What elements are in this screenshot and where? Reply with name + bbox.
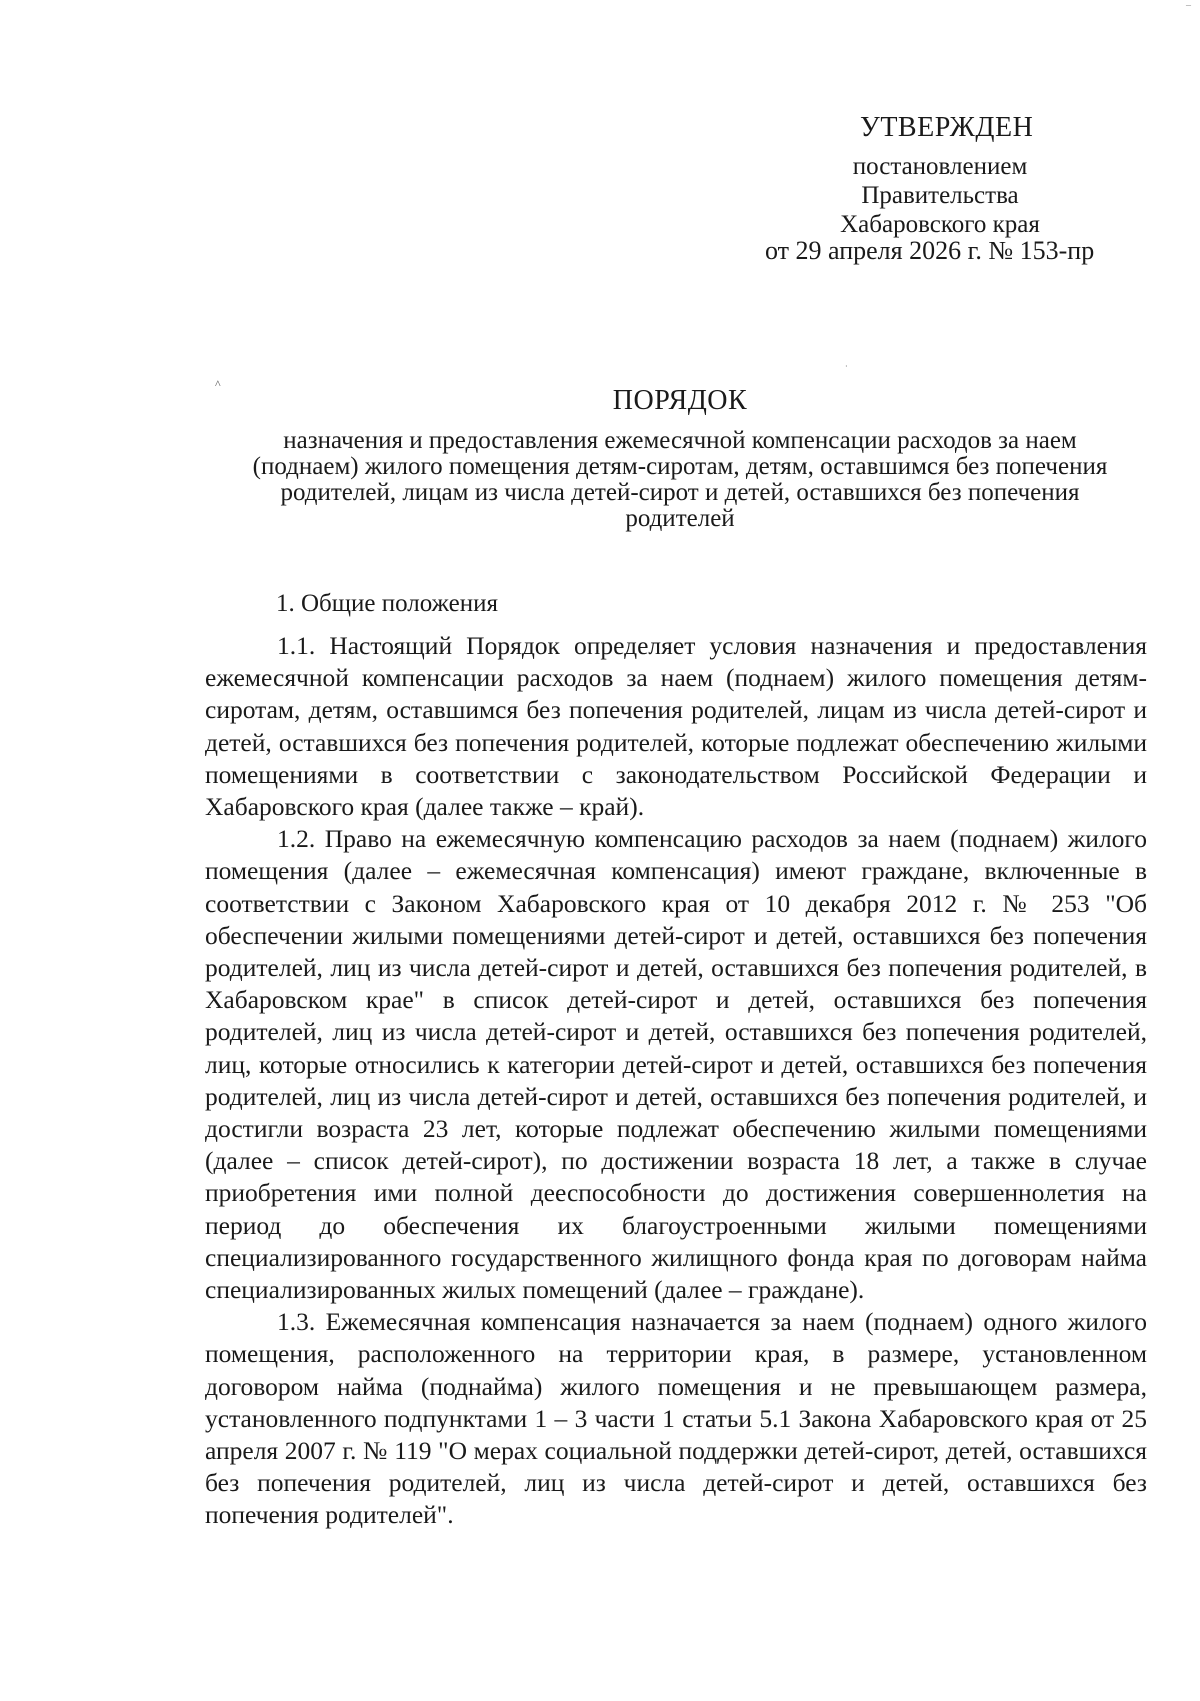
approval-line-2: Правительства — [861, 182, 1019, 209]
section-heading: 1. Общие положения — [276, 590, 498, 617]
approval-line-3: Хабаровского края — [840, 211, 1040, 238]
document-title: ПОРЯДОК — [612, 385, 748, 416]
paragraph-1-2: 1.2. Право на ежемесячную компенсацию расходов за наем (поднаем) жилого помещения (далее – ежемесячная компенсация) имеют граждане, включенные в соответствии с Законом Хабаровского края от 10 декабря 2012 г. № 253 "Об обеспечении жилыми помещениями детей-сирот и детей, оставшихся без попечения родителей, лиц из числа детей-сирот и детей, оставшихся без попечения родителей, в Хабаровском крае" в список детей-сирот и детей, оставшихся без попечения родителей, лиц из числа детей-сирот и детей, оставшихся без попечения родителей, лиц, которые относились к категории детей-сирот и детей, оставшихся без попечения родителей, лиц из числа детей-сирот и детей, оставшихся без попечения родителей, и достигли возраста 23 лет, которые подлежат обеспечению жилыми помещениями (далее – список детей-сирот), по достижении возраста 18 лет, а также в случае приобретения ими полной дееспособности до достижения совершеннолетия на период до обеспечения их благоустроенными жилыми помещениями специализированного государственного жилищного фонда края по договорам найма специализированных жилых помещений (далее – граждане). — [205, 824, 1147, 1305]
approval-title: УТВЕРЖДЕН — [860, 112, 1034, 143]
approval-line-1: постановлением — [852, 153, 1028, 180]
document-subtitle: назначения и предоставления ежемесячной компенсации расходов за наем (поднаем) жилого помещения детям-сиротам, детям, оставшимся без попечения родителей, лицам из числа детей-сирот и детей, оставшихся без попечения родителей — [252, 427, 1108, 532]
approval-block — [790, 152, 1090, 239]
scan-mark: ^ — [215, 377, 221, 391]
scan-mark: · — [845, 362, 848, 371]
paragraph-1-1: 1.1. Настоящий Порядок определяет условия назначения и предоставления ежемесячной компенсации расходов за наем (поднаем) жилого помещения детям-сиротам, детям, оставшимся без попечения родителей, лицам из числа детей-сирот и детей, оставшихся без попечения родителей, которые подлежат обеспечению жилыми помещениями в соответствии с законодательством Российской Федерации и Хабаровского края (далее также – край). — [205, 631, 1147, 822]
section-body — [205, 630, 1147, 1532]
paragraph-1-3: 1.3. Ежемесячная компенсация назначается за наем (поднаем) одного жилого помещения, расположенного на территории края, в размере, установленном договором найма (поднайма) жилого помещения и не превышающем размера, установленного подпунктами 1 – 3 части 1 статьи 5.1 Закона Хабаровского края от 25 апреля 2007 г. № 119 "О мерах социальной поддержки детей-сирот, детей, оставшихся без попечения родителей, лиц из числа детей-сирот и детей, оставшихся без попечения родителей". — [205, 1307, 1147, 1530]
approval-date: от 29 апреля 2026 г. № 153-пр — [765, 236, 1095, 265]
scan-mark: – — [1186, 0, 1191, 11]
